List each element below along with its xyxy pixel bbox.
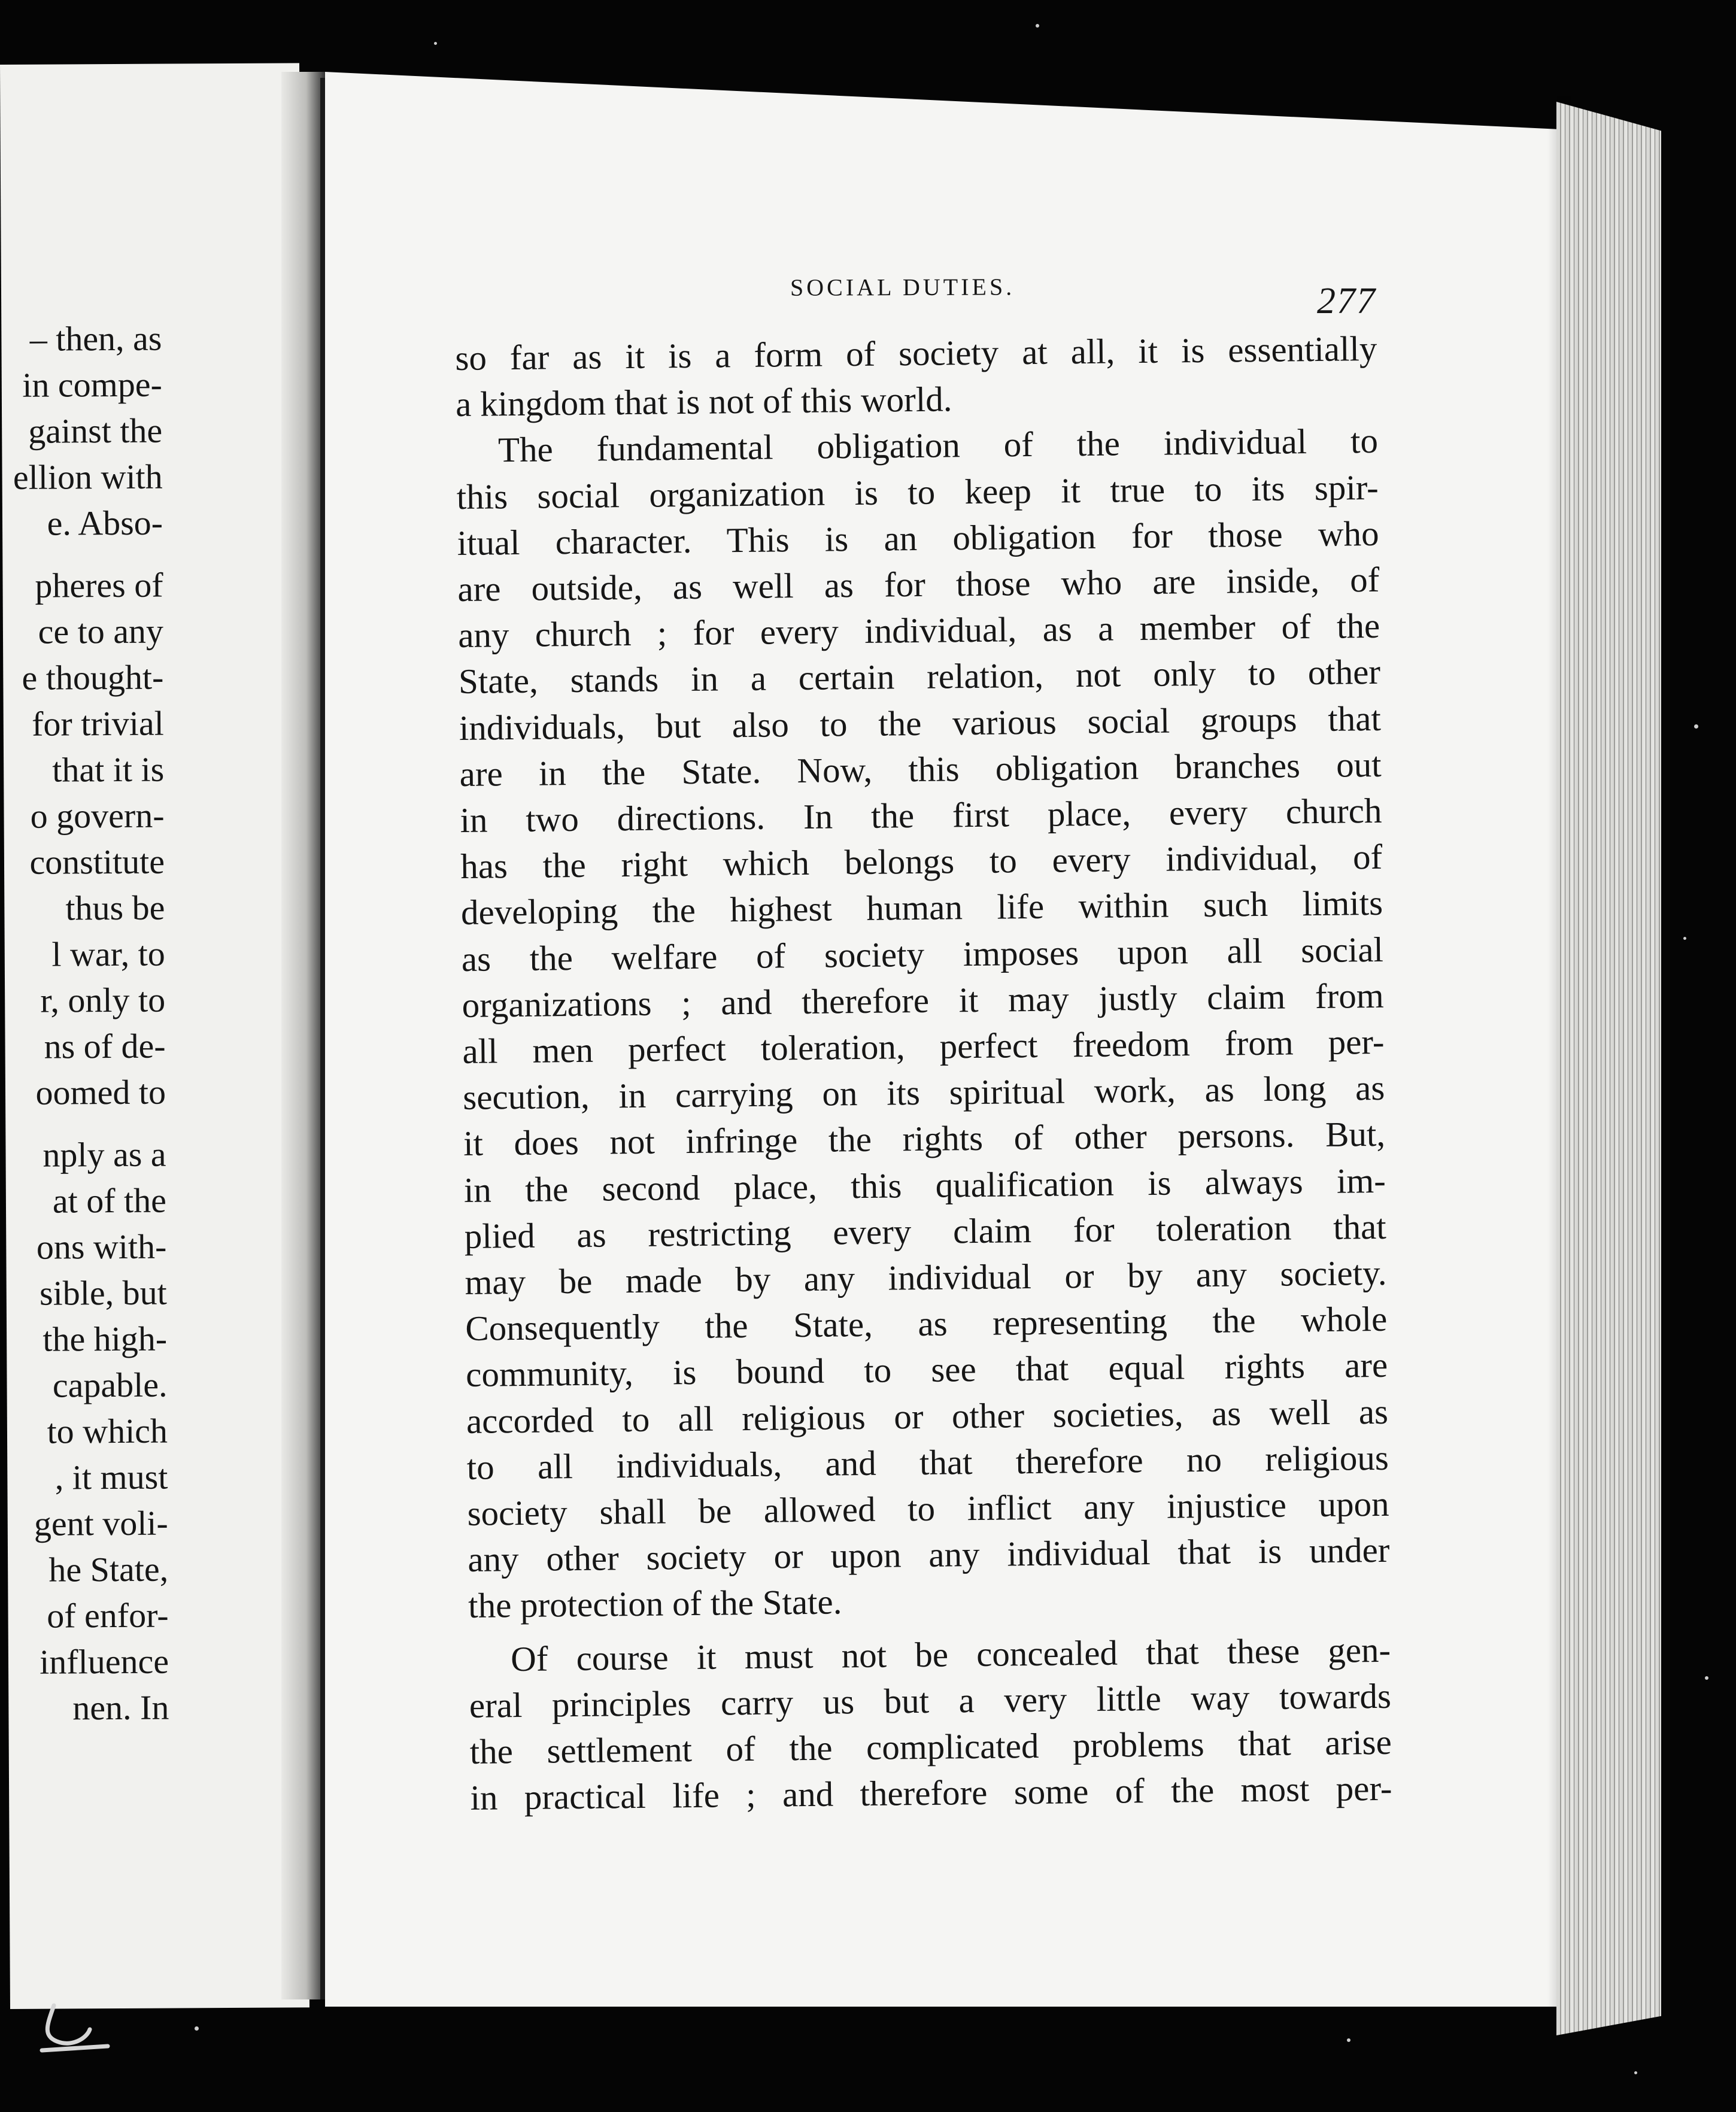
left-page-line: of enfor- <box>47 1595 169 1635</box>
speck <box>1683 937 1686 940</box>
body-line: all men perfect toleration, perfect freedom from per- <box>462 1021 1385 1071</box>
left-page <box>0 63 309 2009</box>
left-page-line: – then, as <box>29 318 162 359</box>
body-line: a kingdom that is not of this world. <box>455 379 952 424</box>
body-line: developing the highest human life within such limits <box>460 883 1383 933</box>
body-line: any other society or upon any individual that is under <box>468 1530 1390 1580</box>
left-page-line: gent voli- <box>34 1503 168 1543</box>
body-line: so far as it is a form of society at all, it is essentially <box>455 328 1377 378</box>
body-line: in practical life ; and therefore some of the most per- <box>470 1768 1392 1818</box>
left-page-line: ons with- <box>36 1227 167 1267</box>
page-block-edges <box>1556 102 1661 2035</box>
left-page-line: nen. In <box>72 1688 169 1728</box>
body-line: in the second place, this qualification is always im- <box>463 1160 1386 1210</box>
body-line: this social organization is to keep it true to its spir- <box>456 467 1379 517</box>
left-page-line: sible, but <box>39 1273 167 1313</box>
speck <box>1347 2038 1350 2042</box>
body-line: plied as restricting every claim for toleration that <box>464 1206 1387 1256</box>
left-page-line: e. Abso- <box>47 503 163 543</box>
body-line: the protection of the State. <box>468 1582 842 1626</box>
body-line: Consequently the State, as representing the whole <box>465 1299 1388 1349</box>
body-line: accorded to all religious or other societies, as well as <box>466 1391 1389 1441</box>
body-line: has the right which belongs to every individual, of <box>460 837 1383 887</box>
left-page-line: gainst the <box>28 411 163 451</box>
left-page-line: ellion with <box>13 457 163 497</box>
body-line: it does not infringe the rights of other persons. But, <box>463 1114 1386 1164</box>
left-page-line: constitute <box>29 842 165 882</box>
left-page-text <box>0 315 169 1732</box>
body-line: Of course it must not be concealed that these gen- <box>510 1629 1391 1679</box>
body-line: organizations ; and therefore it may justly claim from <box>462 975 1384 1025</box>
left-page-line: for trivial <box>31 703 164 744</box>
speck <box>1036 24 1039 28</box>
left-page-line: pheres of <box>35 565 163 605</box>
body-line: to all individuals, and that therefore no religious <box>466 1437 1389 1487</box>
speck <box>434 42 437 45</box>
body-text <box>455 326 1392 1821</box>
body-line: as the welfare of society imposes upon all social <box>461 929 1384 979</box>
left-page-line: , it must <box>54 1457 168 1497</box>
body-line: society shall be allowed to inflict any injustice upon <box>467 1483 1389 1533</box>
left-page-line: in compe- <box>22 365 162 405</box>
left-page-line: influence <box>40 1641 169 1682</box>
left-page-line: nply as a <box>43 1134 166 1175</box>
body-line: State, stands in a certain relation, not only to other <box>458 652 1381 702</box>
page-number: 277 <box>1317 281 1376 321</box>
left-page-line: thus be <box>65 888 165 928</box>
left-page-line: capable. <box>52 1365 168 1405</box>
body-line: secution, in carrying on its spiritual work, as long as <box>462 1068 1385 1118</box>
body-line: The fundamental obligation of the individual to <box>497 421 1379 470</box>
left-page-line: that it is <box>52 749 165 790</box>
left-page-line: r, only to <box>40 980 166 1020</box>
body-line: are in the State. Now, this obligation branches out <box>459 744 1382 794</box>
body-line: individuals, but also to the various social groups that <box>459 698 1382 748</box>
speck <box>1634 2071 1637 2074</box>
running-header: SOCIAL DUTIES. <box>790 273 1015 301</box>
left-page-line: oomed to <box>35 1072 166 1112</box>
speck <box>195 2026 199 2031</box>
left-page-line: o govern- <box>30 796 165 836</box>
body-line: may be made by any individual or by any society. <box>465 1252 1387 1302</box>
left-page-line: l war, to <box>51 934 165 974</box>
body-line: community, is bound to see that equal rights are <box>465 1345 1388 1395</box>
body-line: itual character. This is an obligation for those who <box>457 513 1379 563</box>
left-page-line: at of the <box>52 1181 167 1221</box>
left-page-line: e thought- <box>22 657 164 697</box>
left-page-line: ns of de- <box>44 1026 166 1066</box>
gutter-shadow <box>281 72 326 1999</box>
body-line: any church ; for every individual, as a member of the <box>457 606 1380 656</box>
speck <box>1694 724 1698 729</box>
left-page-line: he State, <box>48 1549 169 1589</box>
spine-line <box>320 78 325 1999</box>
handwritten-mark <box>30 1999 120 2065</box>
left-page-line: the high- <box>43 1319 168 1359</box>
body-line: are outside, as well as for those who are inside, of <box>457 559 1380 609</box>
left-page-line: ce to any <box>38 611 164 651</box>
body-line: the settlement of the complicated problems that arise <box>469 1722 1392 1771</box>
body-line: eral principles carry us but a very little way towards <box>469 1676 1392 1725</box>
speck <box>1705 1676 1708 1680</box>
body-line: in two directions. In the first place, every church <box>460 790 1382 840</box>
left-page-line: to which <box>47 1411 168 1451</box>
